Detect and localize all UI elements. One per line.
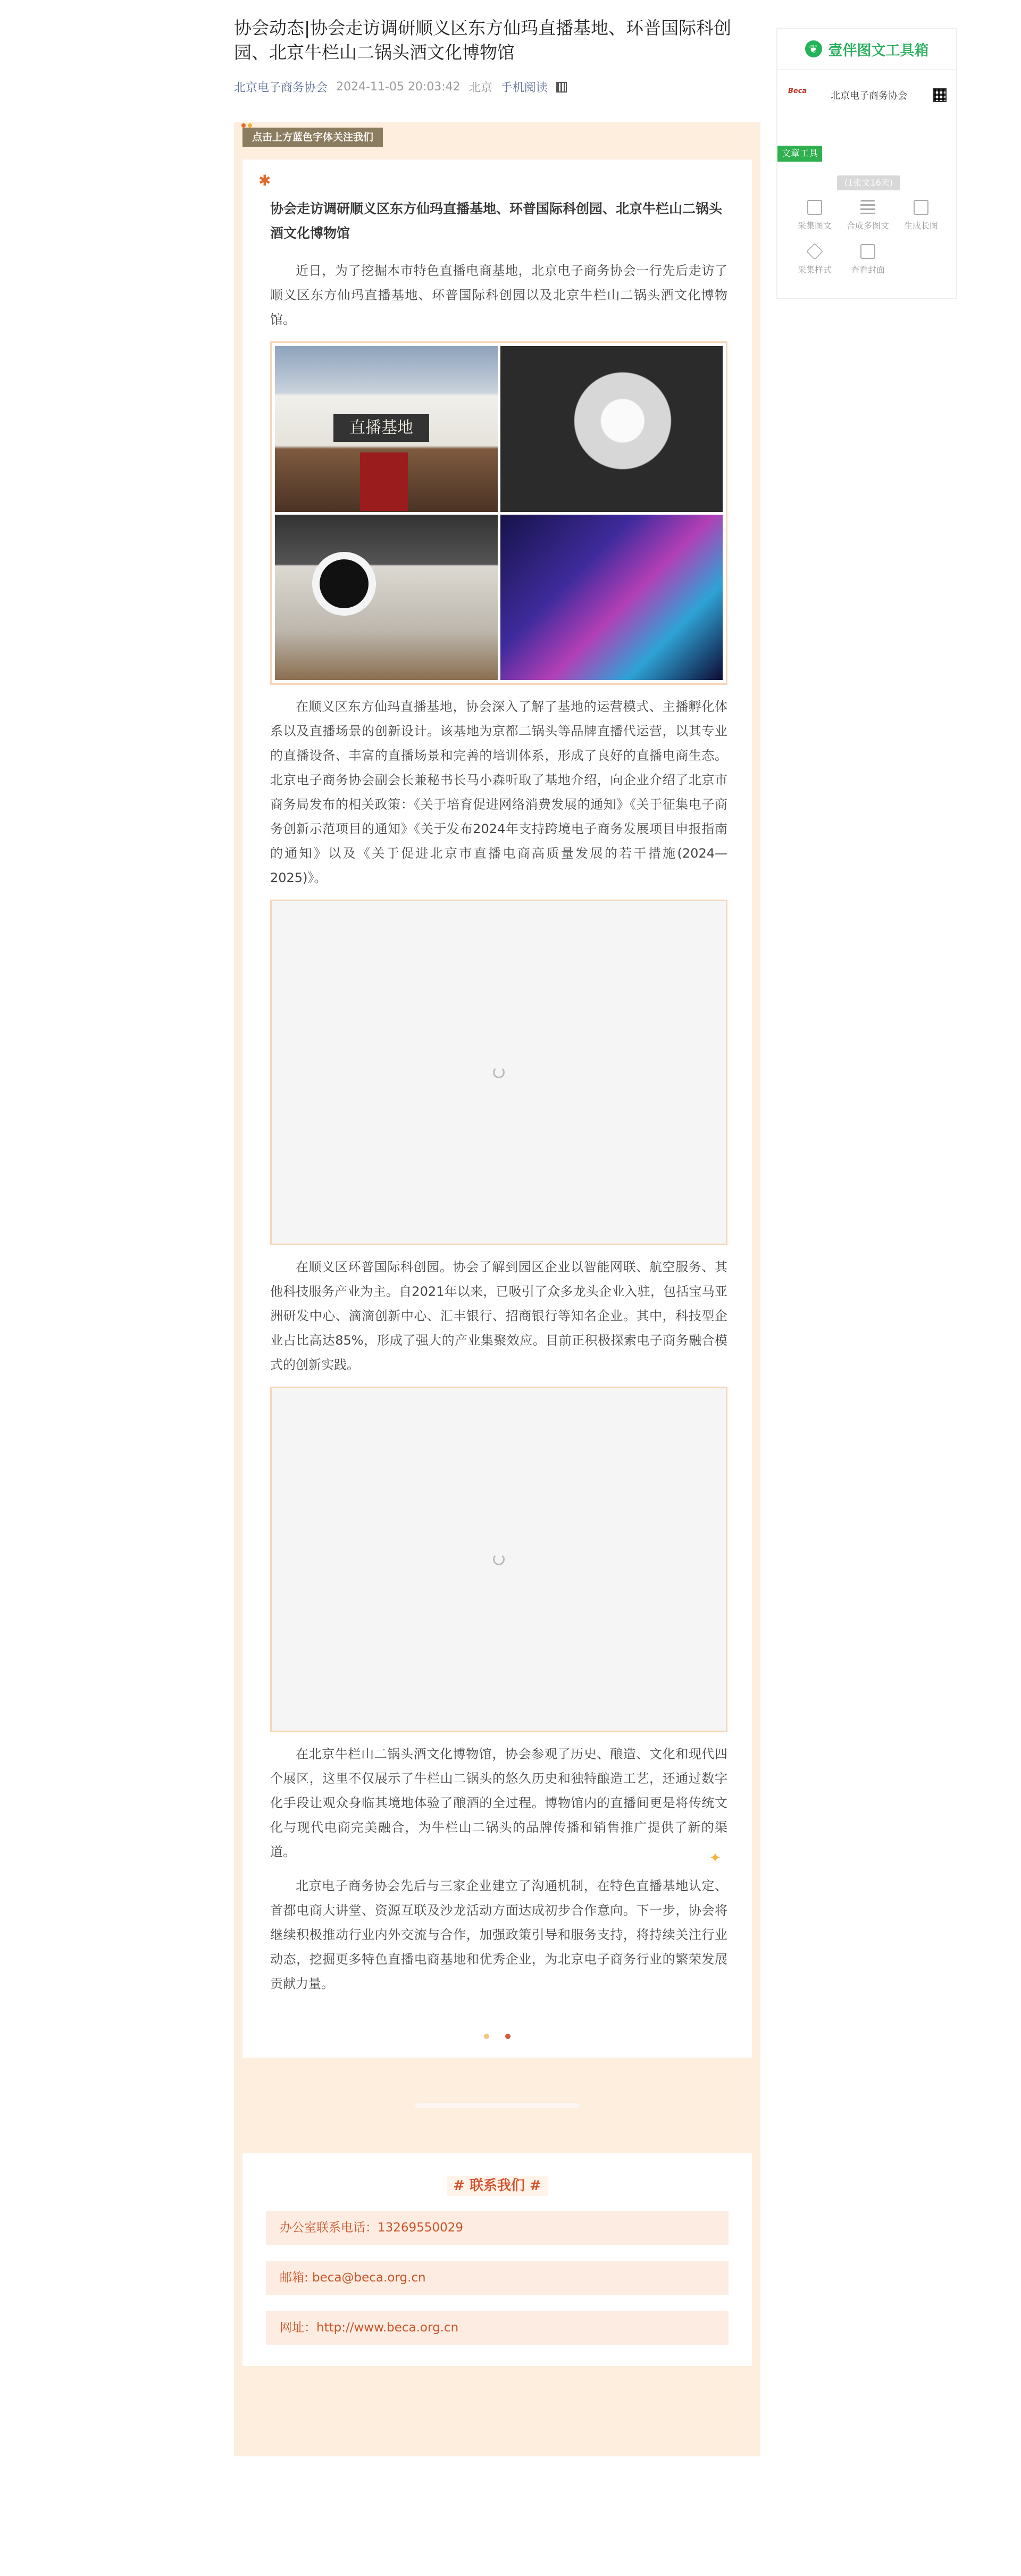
photo-studio-lights[interactable]: [500, 346, 723, 512]
article-tools-badge: 文章工具: [777, 146, 822, 162]
article-title: 协会动态|协会走访调研顺义区东方仙玛直播基地、环普国际科创园、北京牛栏山二锅头酒文化博物馆: [234, 18, 732, 63]
toolbox-logo-icon: ❦: [805, 40, 822, 57]
article-card: [242, 160, 752, 2058]
tool-merge-articles[interactable]: 合成多图文: [841, 200, 894, 231]
toolbox-header: [777, 29, 956, 70]
article-content: [270, 197, 727, 2006]
dot-decoration: [484, 2034, 489, 2039]
contact-title: # 联系我们 #: [242, 2175, 752, 2194]
list-add-icon: [860, 200, 875, 215]
photo-grid[interactable]: [270, 341, 727, 685]
tool-view-cover[interactable]: 查看封面: [841, 244, 894, 275]
photo-door: [360, 452, 408, 511]
paragraph-intro: 近日，为了挖掘本市特色直播电商基地，北京电子商务协会一行先后走访了顺义区东方仙玛直播基地、环普国际科创园以及北京牛栏山二锅头酒文化博物馆。: [270, 263, 727, 327]
paragraph-museum: 在北京牛栏山二锅头酒文化博物馆，协会参观了历史、酿造、文化和现代四个展区，这里不仅展示了牛栏山二锅头的悠久历史和独特酿造工艺，还通过数字化手段让观众身临其境地体验了酿酒的全过程。博物馆内的直播间更是将传统文化与现代电商完美融合，为牛栏山二锅头的品牌传播和销售推广提供了新的渠道。: [270, 1747, 727, 1859]
divider-bar: [415, 2103, 580, 2108]
loading-spinner-icon: [493, 1554, 505, 1565]
photo-studio-ringlight[interactable]: [275, 515, 498, 681]
tool-collect-article[interactable]: 采集图文: [788, 200, 841, 231]
contact-card: [242, 2153, 752, 2366]
star-icon: ✱: [258, 172, 271, 189]
article-frame: [234, 122, 760, 2456]
account-qr-icon[interactable]: [933, 88, 947, 102]
sparkle-icon: ✦: [709, 1850, 721, 1866]
layers-icon: [806, 243, 823, 260]
contact-email[interactable]: 邮箱: beca@beca.org.cn: [266, 2261, 729, 2295]
follow-prompt[interactable]: 点击上方蓝色字体关注我们: [242, 128, 383, 147]
content-heading: 协会走访调研顺义区东方仙玛直播基地、环普国际科创园、北京牛栏山二锅头酒文化博物馆: [270, 201, 723, 241]
contact-phone: 办公室联系电话：13269550029: [266, 2211, 729, 2245]
author-link[interactable]: 北京电子商务协会: [234, 81, 328, 95]
account-name: 北京电子商务协会: [831, 90, 907, 102]
account-info: [788, 87, 907, 103]
publish-time: 2024-11-05 20:03:42: [336, 80, 461, 94]
toolbox-tools: [788, 200, 948, 275]
photo-base-exterior[interactable]: [275, 346, 498, 512]
account-logo: Beca: [788, 87, 807, 95]
toolbox-title: 壹伴图文工具箱: [828, 42, 929, 59]
video-player-2[interactable]: [270, 1387, 727, 1732]
toolbox-panel: [776, 28, 957, 299]
tool-long-image[interactable]: 生成长图: [894, 200, 948, 231]
ending-dots: [242, 2031, 752, 2041]
paragraph-science-park: 在顺义区环普国际科创园。协会了解到园区企业以智能网联、航空服务、其他科技服务产业为主。自2021年以来，已吸引了众多龙头企业入驻，包括宝马亚洲研发中心、滴滴创新中心、汇丰银行、招商银行等知名企业。其中，科技型企业占比高达85%，形成了强大的产业集聚效应。目前正积极探索电子商务融合模式的创新实践。: [270, 1260, 727, 1372]
article-stats-pill: (1张文16天): [837, 175, 900, 190]
ring-light: [312, 552, 376, 616]
paragraph-live-base: 在顺义区东方仙玛直播基地，协会深入了解了基地的运营模式、主播孵化体系以及直播场景的创新设计。该基地为京都二锅头等品牌直播代运营，以其专业的直播设备、丰富的直播场景和完善的培训体系，形成了良好的直播电商生态。北京电子商务协会副会长兼秘书长马小森听取了基地介绍，向企业介绍了北京市商务局发布的相关政策：《关于培育促进网络消费发展的通知》《关于征集电子商务创新示范项目的通知》《关于发布2024年支持跨境电子商务发展项目申报指南的通知》以及《关于促进北京市直播电商高质量发展的若干措施(2024—2025)》。: [270, 699, 727, 885]
article-header: [234, 16, 760, 95]
document-icon: [807, 200, 822, 215]
photo-sign-text: 直播基地: [333, 414, 429, 442]
publish-location: 北京: [468, 81, 492, 95]
loading-spinner-icon: [493, 1067, 505, 1078]
article-meta: [234, 79, 760, 95]
dot-decoration: [505, 2034, 510, 2039]
tool-collect-style[interactable]: 采集样式: [788, 244, 841, 275]
photo-stage-lighting[interactable]: [500, 515, 723, 681]
long-image-icon: [914, 200, 928, 215]
contact-website[interactable]: 网址：http://www.beca.org.cn: [266, 2311, 729, 2345]
qr-code-icon[interactable]: [556, 82, 567, 93]
video-player-1[interactable]: [270, 900, 727, 1245]
image-icon: [860, 244, 875, 259]
paragraph-next-steps: 北京电子商务协会先后与三家企业建立了沟通机制，在特色直播基地认定、首都电商大讲堂、资源互联及沙龙活动方面达成初步合作意向。下一步，协会将继续积极推动行业内外交流与合作，加强政策引导和服务支持，将持续关注行业动态，挖掘更多特色直播电商基地和优秀企业，为北京电子商务行业的繁荣发展贡献力量。: [270, 1878, 727, 1991]
mobile-read-link[interactable]: 手机阅读: [500, 81, 548, 95]
